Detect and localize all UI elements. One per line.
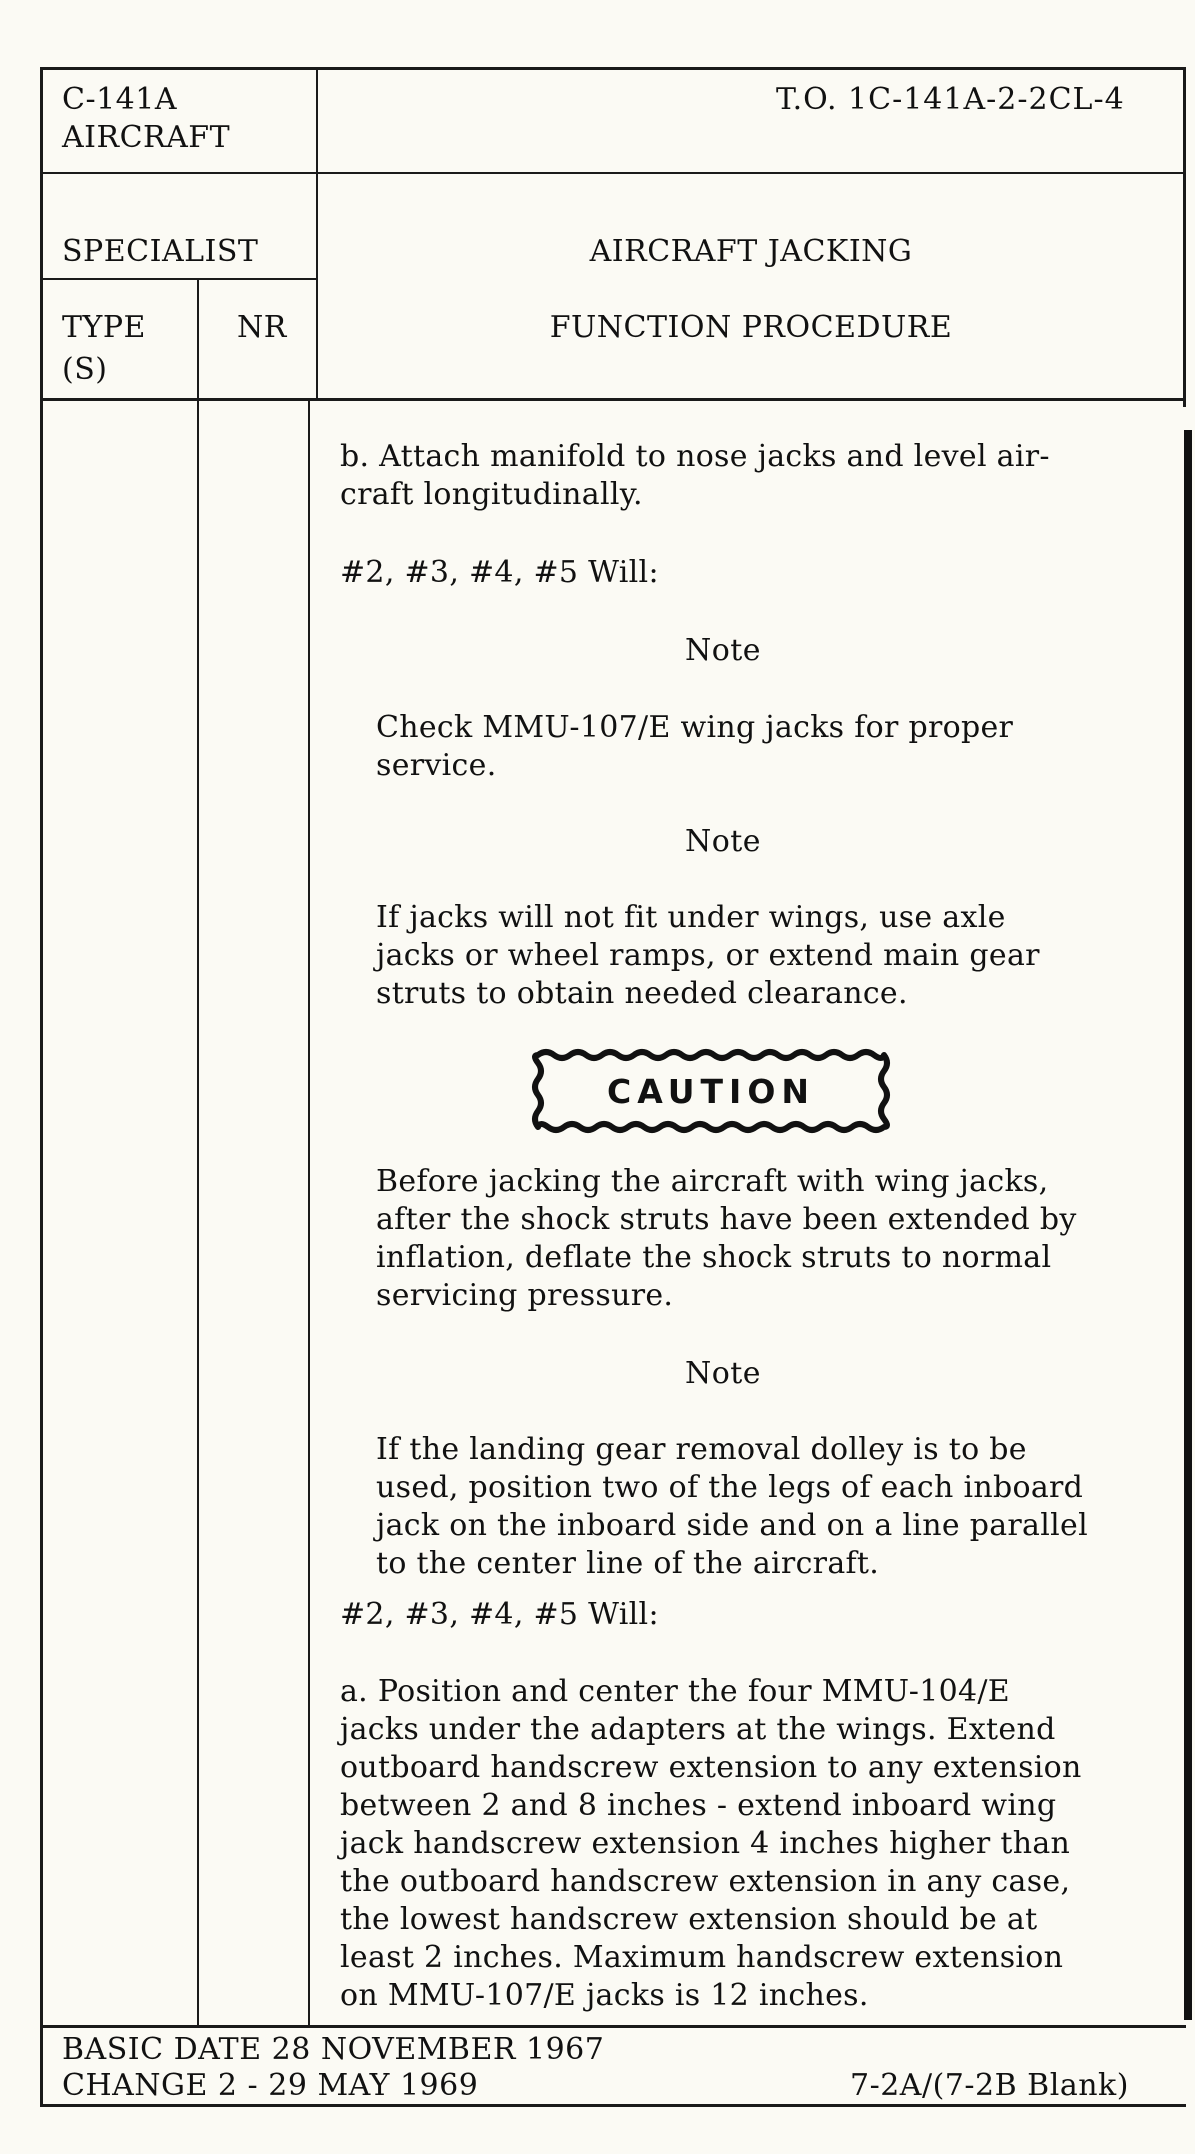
note-1-text: Check MMU-107/E wing jacks for proper service.	[376, 710, 1014, 783]
frame-left	[40, 67, 43, 2107]
header-divider-3	[40, 398, 1186, 401]
specialist-label: SPECIALIST	[62, 234, 259, 269]
note-1-label: Note	[684, 633, 762, 668]
aircraft-label: AIRCRAFT	[62, 120, 231, 155]
aircraft-model: C-141A	[62, 82, 178, 117]
type-label: TYPE	[62, 310, 146, 345]
header-divider-1	[40, 172, 1186, 174]
frame-top	[40, 67, 1186, 70]
procedure-title: AIRCRAFT JACKING	[589, 234, 913, 269]
change-date: CHANGE 2 - 29 MAY 1969	[62, 2068, 479, 2103]
note-3-text: If the landing gear removal dolley is to be used, position two of the legs of each inboard jack on the inboard side and on a line parallel to the center line of the aircraft.	[376, 1432, 1088, 1581]
step-a: a. Position and center the four MMU-104/E jacks under the adapters at the wings. Extend outboard handscrew extension to any extension between 2 and 8 inches - extend inboard wing jack handscrew extension 4 inches higher than the outboard handscrew extension in any case, the lowest handscrew extension should be at least 2 inches. Maximum handscrew extension on MMU-107/E jacks is 12 inches.	[340, 1674, 1082, 2013]
note-2-text: If jacks will not fit under wings, use axle jacks or wheel ramps, or extend main gear struts to obtain needed clearance.	[376, 900, 1040, 1011]
procedure-subtitle: FUNCTION PROCEDURE	[549, 310, 953, 345]
binding-edge	[1184, 430, 1192, 2020]
to-number: T.O. 1C-141A-2-2CL-4	[776, 82, 1125, 117]
caution-text: Before jacking the aircraft with wing jacks, after the shock struts have been extended by inflation, deflate the shock struts to normal servicing pressure.	[376, 1164, 1077, 1313]
page-number: 7-2A/(7-2B Blank)	[850, 2068, 1129, 2103]
nr-label: NR	[237, 310, 287, 345]
caution-banner	[526, 1045, 896, 1137]
column-divider-type-nr	[197, 278, 199, 2026]
note-3-label: Note	[684, 1356, 762, 1391]
step-b: b. Attach manifold to nose jacks and level air- craft longitudinally.	[340, 439, 1050, 512]
caution-label: CAUTION	[607, 1071, 815, 1111]
basic-date: BASIC DATE 28 NOVEMBER 1967	[62, 2032, 605, 2067]
will-heading-1: #2, #3, #4, #5 Will:	[340, 555, 659, 590]
header-divider-2	[40, 278, 318, 280]
note-2-label: Note	[684, 824, 762, 859]
type-s-label: (S)	[62, 352, 108, 387]
footer-divider	[40, 2025, 1186, 2028]
column-divider-main-body	[308, 398, 310, 2026]
will-heading-2: #2, #3, #4, #5 Will:	[340, 1597, 659, 1632]
